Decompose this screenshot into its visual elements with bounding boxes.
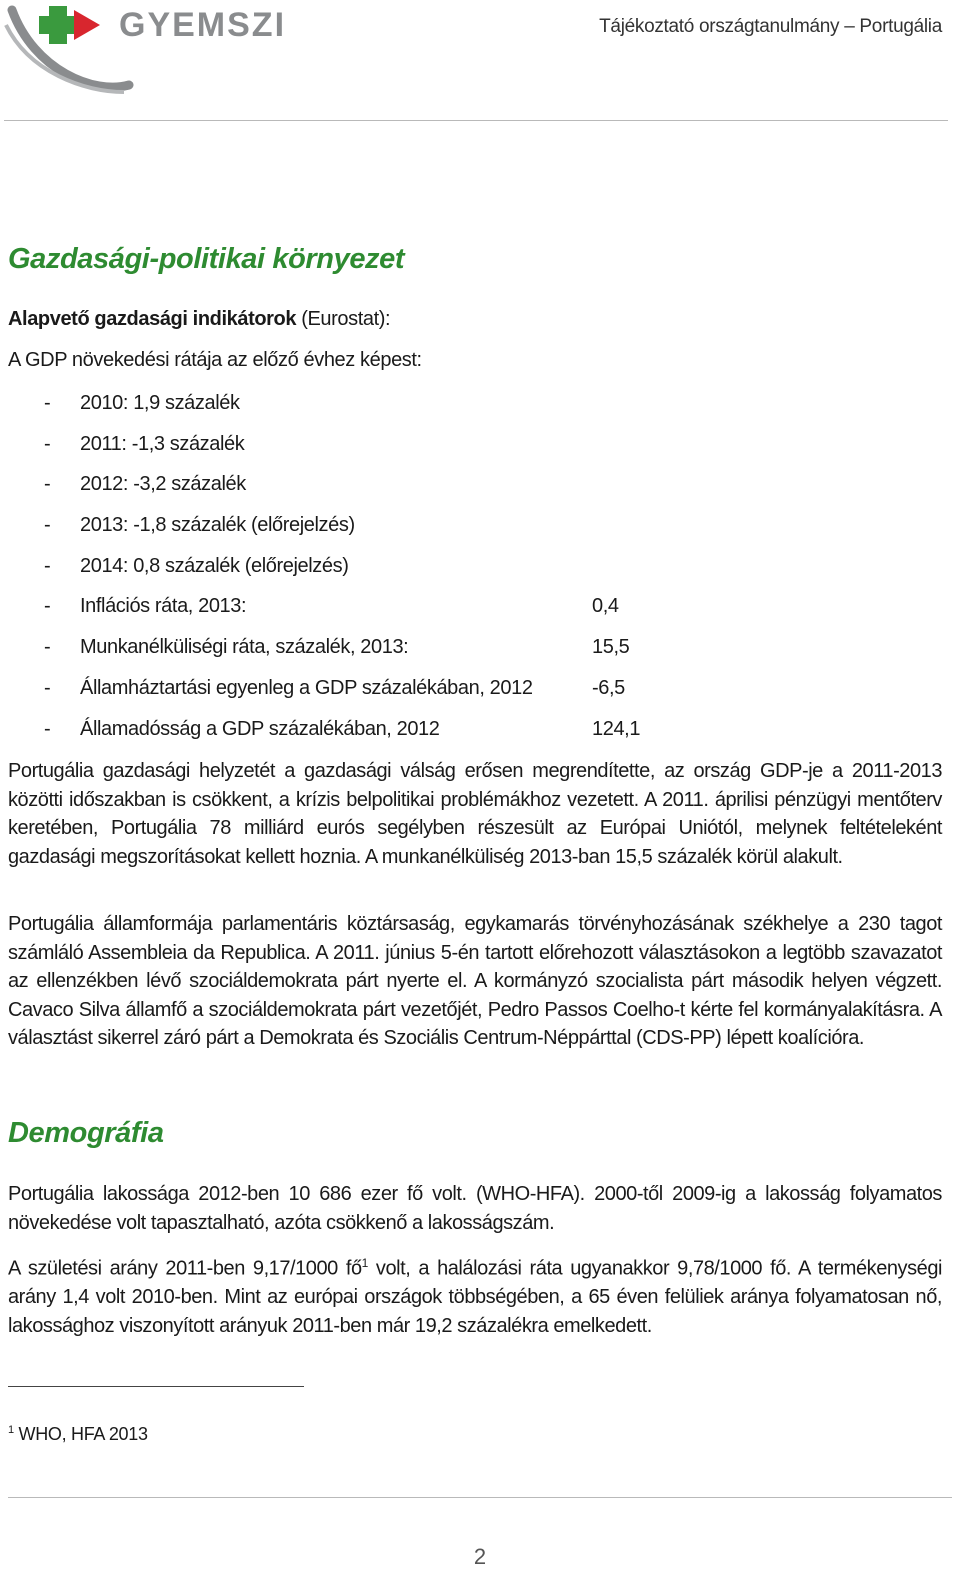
heading-demography: Demográfia (8, 1117, 164, 1149)
list-item: - 2011: -1,3 százalék (44, 432, 245, 455)
economy-paragraph: Portugália gazdasági helyzetét a gazdasági válság erősen megrendítette, az ország GDP-je a 2011-2013 közötti időszakban is csökkent, a krízis belpolitikai problémákhoz vezetett. A 2011. áprilisi pénzügyi mentőterv keretében, Portugália 78 milliárd eurós segélyben részesült az Európai Uniótól, melynek feltételeként gazdasági megszorításokat kellett hoznia. A munkanélküliség 2013-ban 15,5 százalék körül alakult. (8, 760, 942, 868)
heading-economy: Gazdasági-politikai környezet (8, 243, 405, 275)
list-item: - 2012: -3,2 százalék (44, 473, 246, 496)
list-item: - 2010: 1,9 százalék (44, 392, 240, 414)
footnote-divider (8, 1386, 304, 1387)
indicator-list (8, 383, 708, 749)
list-item: - Államadósság a GDP százalékában, 2012 124,1 (44, 717, 641, 740)
list-item: - Munkanélküliségi ráta, százalék, 2013: 15,5 (44, 636, 630, 659)
footer-divider (8, 1497, 952, 1498)
footnote (8, 1424, 148, 1445)
document-header-title: Tájékoztató országtanulmány – Portugália (599, 16, 942, 37)
indicators-lead (8, 308, 942, 331)
list-item: - 2013: -1,8 százalék (előrejelzés) (44, 514, 355, 537)
list-item: - Államháztartási egyenleg a GDP százalékában, 2012 -6,5 (44, 676, 625, 699)
politics-paragraph: Portugália államformája parlamentáris köztársaság, egykamarás törvényhozásának székhelye a 230 tagot számláló Assembleia da Republica. A 2011. június 5-én tartott előrehozott választásokon a legtöbb szavazatot az ellenzékben lévő szociáldemokrata párt nyerte el. A kormányzó szocialista párt második helyen végzett. Cavaco Silva államfő a szociáldemokrata párt vezetőjét, Pedro Passos Coelho-t kérte fel kormányalakításra. A választást sikerrel záró párt a Demokrata és Szociális Centrum-Néppárttal (CDS-PP) lépett koalícióra. (8, 913, 942, 1050)
paragraph-birth-rate (8, 1249, 942, 1340)
lead-bold: Alapvető gazdasági indikátorok (8, 308, 297, 330)
paragraph-population (8, 1180, 942, 1237)
footnote-number: 1 (8, 1424, 14, 1436)
paragraph-politics (8, 910, 942, 1053)
page-number: 2 (473, 1544, 487, 1569)
gyemszi-logo (4, 0, 304, 95)
footnote-ref[interactable]: 1 (361, 1256, 368, 1270)
birth-rate-paragraph: A születési arány 2011-ben 9,17/1000 fő$^1$ volt, a halálozási ráta ugyanakkor 9,78/1000 fő. A termékenységi arány 1,4 volt 2010-ben. Mint az európai országok többségében, a 65 éven felüliek aránya folyamatosan nő, lakossághoz viszonyított arányuk 2011-ben már 19,2 százalékra emelkedett. (8, 1256, 942, 1337)
header-divider (4, 120, 948, 121)
gdp-growth-intro: A GDP növekedési rátája az előző évhez képest: (8, 349, 422, 371)
list-item: - Inflációs ráta, 2013: 0,4 (44, 595, 619, 618)
list-item: - 2014: 0,8 százalék (előrejelzés) (44, 554, 349, 577)
logo-text: GYEMSZI (119, 6, 287, 44)
paragraph-economy (8, 757, 942, 871)
footnote-text: WHO, HFA 2013 (13, 1424, 148, 1444)
population-paragraph: Portugália lakossága 2012-ben 10 686 ezer fő volt. (WHO-HFA). 2000-től 2009-ig a lakosság folyamatos növekedése volt tapasztalható, azóta csökkenő a lakosságszám. (8, 1183, 942, 1234)
lead-rest: (Eurostat): (296, 308, 391, 330)
section-heading-demography (8, 1117, 942, 1150)
section-heading-economy (8, 243, 942, 276)
